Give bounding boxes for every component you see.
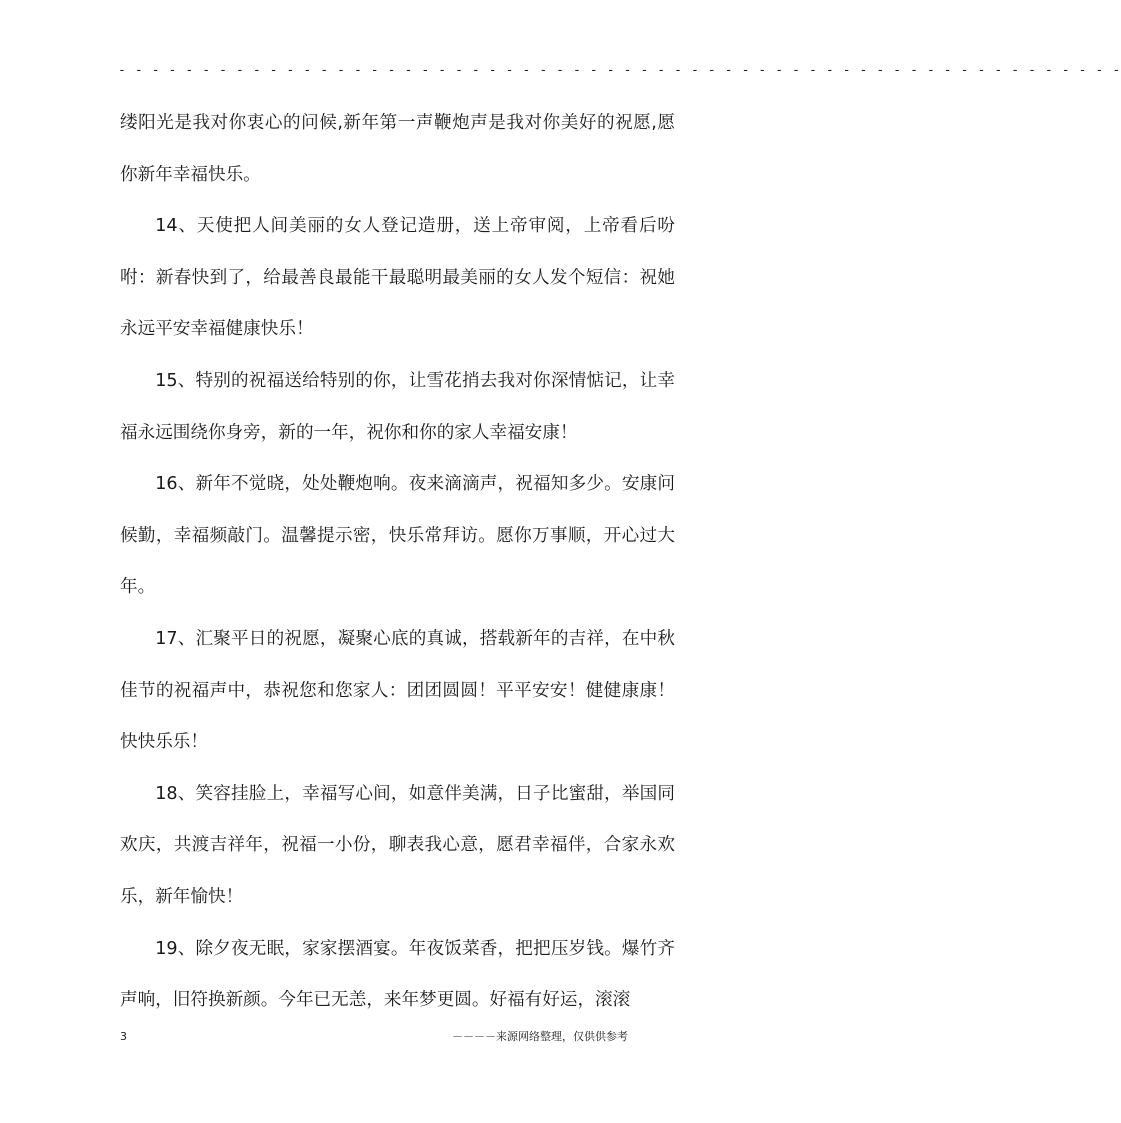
paragraph-continued: 缕阳光是我对你衷心的问候,新年第一声鞭炮声是我对你美好的祝愿,愿你新年幸福快乐。 bbox=[120, 113, 675, 185]
paragraph-18: 18、笑容挂脸上，幸福写心间，如意伴美满，日子比蜜甜，举国同欢庆，共渡吉祥年，祝福一小份，聊表我心意，愿君幸福伴，合家永欢乐，新年愉快！ bbox=[120, 783, 675, 907]
paragraph-16: 16、新年不觉晓，处处鞭炮响。夜来滴滴声，祝福知多少。安康问候勤，幸福频敲门。温馨提示密，快乐常拜访。愿你万事顺，开心过大年。 bbox=[120, 474, 675, 598]
page-number: 3 bbox=[120, 1030, 127, 1043]
paragraph-17: 17、汇聚平日的祝愿，凝聚心底的真诚，搭载新年的吉祥，在中秋佳节的祝福声中，恭祝您和您家人：团团圆圆！平平安安！健健康康！快快乐乐！ bbox=[120, 628, 675, 753]
paragraph-19: 19、除夕夜无眠，家家摆酒宴。年夜饭菜香，把把压岁钱。爆竹齐声响，旧符换新颜。今年已无恙，来年梦更圆。好福有好运，滚滚 bbox=[120, 938, 675, 1011]
paragraph-14: 14、天使把人间美丽的女人登记造册，送上帝审阅，上帝看后吩咐：新春快到了，给最善良最能干最聪明最美丽的女人发个短信：祝她永远平安幸福健康快乐！ bbox=[120, 216, 675, 340]
header-dashed-rule: - - - - - - - - - - - - - - - - - - - - - - - - - - - - - - - - - - - - - - - - - - - - - - - - - - - - - - - - - - - - bbox=[118, 63, 1121, 78]
paragraph-15: 15、特别的祝福送给特别的你，让雪花捎去我对你深情惦记，让幸福永远围绕你身旁，新的一年，祝你和你的家人幸福安康！ bbox=[120, 370, 675, 443]
footer-source-note: －－－－来源网络整理，仅供供参考 bbox=[452, 1030, 628, 1043]
document-body bbox=[120, 98, 675, 1027]
